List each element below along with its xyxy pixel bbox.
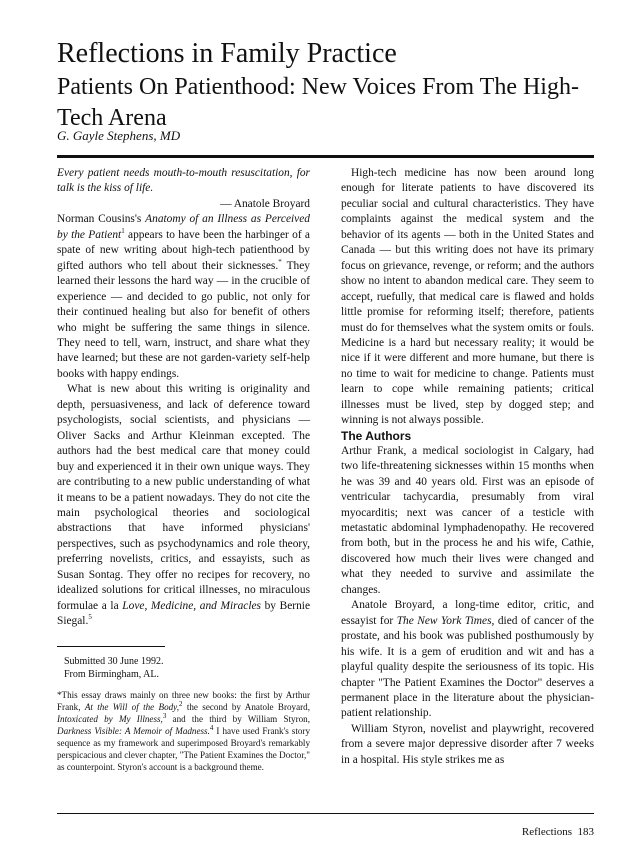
right-column	[341, 166, 594, 768]
footnote-marker: *	[278, 257, 282, 266]
header-rule	[57, 155, 594, 158]
text-run: Norman Cousins's	[57, 213, 146, 226]
section-heading-the-authors: The Authors	[341, 428, 412, 443]
submission-note	[64, 655, 163, 681]
text-run: What is new about this writing is originality and depth, persuasiveness, and lack of deference toward psychologists, social scientists, and physicians — Oliver Sacks and Arthur Kleinman excepted. The authors had the best medical care that money could buy and experienced it in their own unique ways. They are contributing to a new public understanding of what it means to be a patient nowadays. They do not cite the main psychological theories and sociological abstractions that have informed physicians' perspectives, such as psychodynamics and role theory, preferring novelists, critics, and essayists, such as Susan Sontag. They offer no recipes for recovery, no idealized solutions for critical illnesses, no miraculous formulae a la	[57, 383, 310, 612]
text-run: *This essay draws mainly on three new books: the first by Arthur Frank,	[57, 690, 310, 712]
book-title: Intoxicated by My Illness,	[57, 714, 163, 724]
page-footer	[470, 826, 594, 838]
book-title: At the Will of the Body,	[84, 702, 179, 712]
book-title: Darkness Visible: A Memoir of Madness.	[57, 726, 210, 736]
article-title: Patients On Patienthood: New Voices From The High-Tech Arena	[57, 74, 579, 131]
reference-marker: 2	[179, 699, 183, 708]
left-column	[57, 166, 310, 630]
epigraph-attribution: — Anatole Broyard	[220, 197, 310, 210]
right-paragraph-2: Arthur Frank, a medical sociologist in Calgary, had two life-threatening sicknesses within 15 months when he was 39 and 40 years old. First was an episode of ventricular tachycardia, presumably from viral myocarditis; next was cancer of a testicle with metastatic abdominal lymphadenopathy. He recovered from both, but in the process he and his wife, Cathie, discovered how much their lives were changed and what they needed to survive and assimilate the changes.	[341, 444, 594, 596]
text-run: They learned their lessons the hard way — in the crucible of experience — and decided to go public, not only for their continued healing but also for benefit of others who might be suffering the same things in silence. They need to tell, warn, instruct, and share what they have learned; but these are not garden-variety self-help books with happy endings.	[57, 259, 310, 380]
text-run: by Bernie Siegal.	[57, 599, 310, 628]
footnote	[57, 689, 310, 773]
epigraph: Every patient needs mouth-to-mouth resuscitation, for talk is the kiss of life.	[57, 167, 310, 195]
page-number: 183	[577, 826, 594, 838]
publication-title: The New York Times,	[396, 614, 495, 627]
series-title: Reflections in Family Practice	[57, 38, 397, 69]
text-run: Anatole Broyard, a long-time editor, critic, and essayist for	[341, 599, 594, 627]
submission-date: Submitted 30 June 1992.	[64, 656, 164, 667]
right-paragraph-4: William Styron, novelist and playwright, recovered from a severe major depressive disorder after 7 weeks in a hospital. His style strikes me as	[341, 722, 594, 766]
right-paragraph-3	[341, 598, 594, 722]
footer-section: Reflections	[521, 826, 572, 838]
text-run: died of cancer of the prostate, and his book was published posthumously by his wife. It is a gem of erudition and wit and has a playful quality despite the seriousness of its topic. His chapter "The Patient Examines the Doctor" deserves a permanent place in the literature about the physician-patient relationship.	[341, 614, 594, 720]
text-run: and the third by William Styron,	[166, 714, 310, 724]
left-paragraph-1	[57, 212, 310, 382]
reference-marker: 1	[121, 227, 125, 236]
submission-origin: From Birmingham, AL.	[64, 669, 159, 680]
left-paragraph-2	[57, 382, 310, 629]
text-run: appears to have been the harbinger of a spate of new writing about high-tech patienthood by gifted authors who tell about their sicknesses.	[57, 228, 310, 272]
text-run: the second by Anatole Broyard,	[182, 702, 310, 712]
footnote-rule	[57, 646, 165, 647]
footer-rule	[57, 813, 594, 814]
reference-marker: 5	[88, 613, 92, 622]
reference-marker: 3	[162, 711, 167, 720]
book-title: Anatomy of an Illness as Perceived by the Patient	[57, 213, 310, 241]
text-run: I have used Frank's story sequence as my framework and superimposed Broyard's remarkably perspicacious and clever chapter, "The Patient Examines the Doctor," as counterpoint. Styron's account is a background theme.	[57, 726, 310, 772]
author-byline: G. Gayle Stephens, MD	[57, 128, 181, 143]
book-title: Love, Medicine, and Miracles	[122, 599, 261, 612]
right-paragraph-1: High-tech medicine has now been around long enough for literate patients to have discovered its peculiar social and cultural characteristics. They have complaints against the medical system and the behavior of its agents — both in the United States and Canada — but this writing does not have its primary focus on grievance, revenge, or reform; and the authors show no intent to abandon medical care. They seem to accept, ruefully, that medical care is flawed and holds little promise for reforming itself; therefore, patients must do for themselves what the system omits or fouls. Medicine is a hard but necessary reality; it would be nice if it were different and more humane, but there is no time to wait for medicine to change. Patients must learn to cope while remaining patients; critical illnesses must be lived, step by dogged step; and winning is not always possible.	[341, 167, 594, 427]
reference-marker: 4	[209, 723, 214, 732]
